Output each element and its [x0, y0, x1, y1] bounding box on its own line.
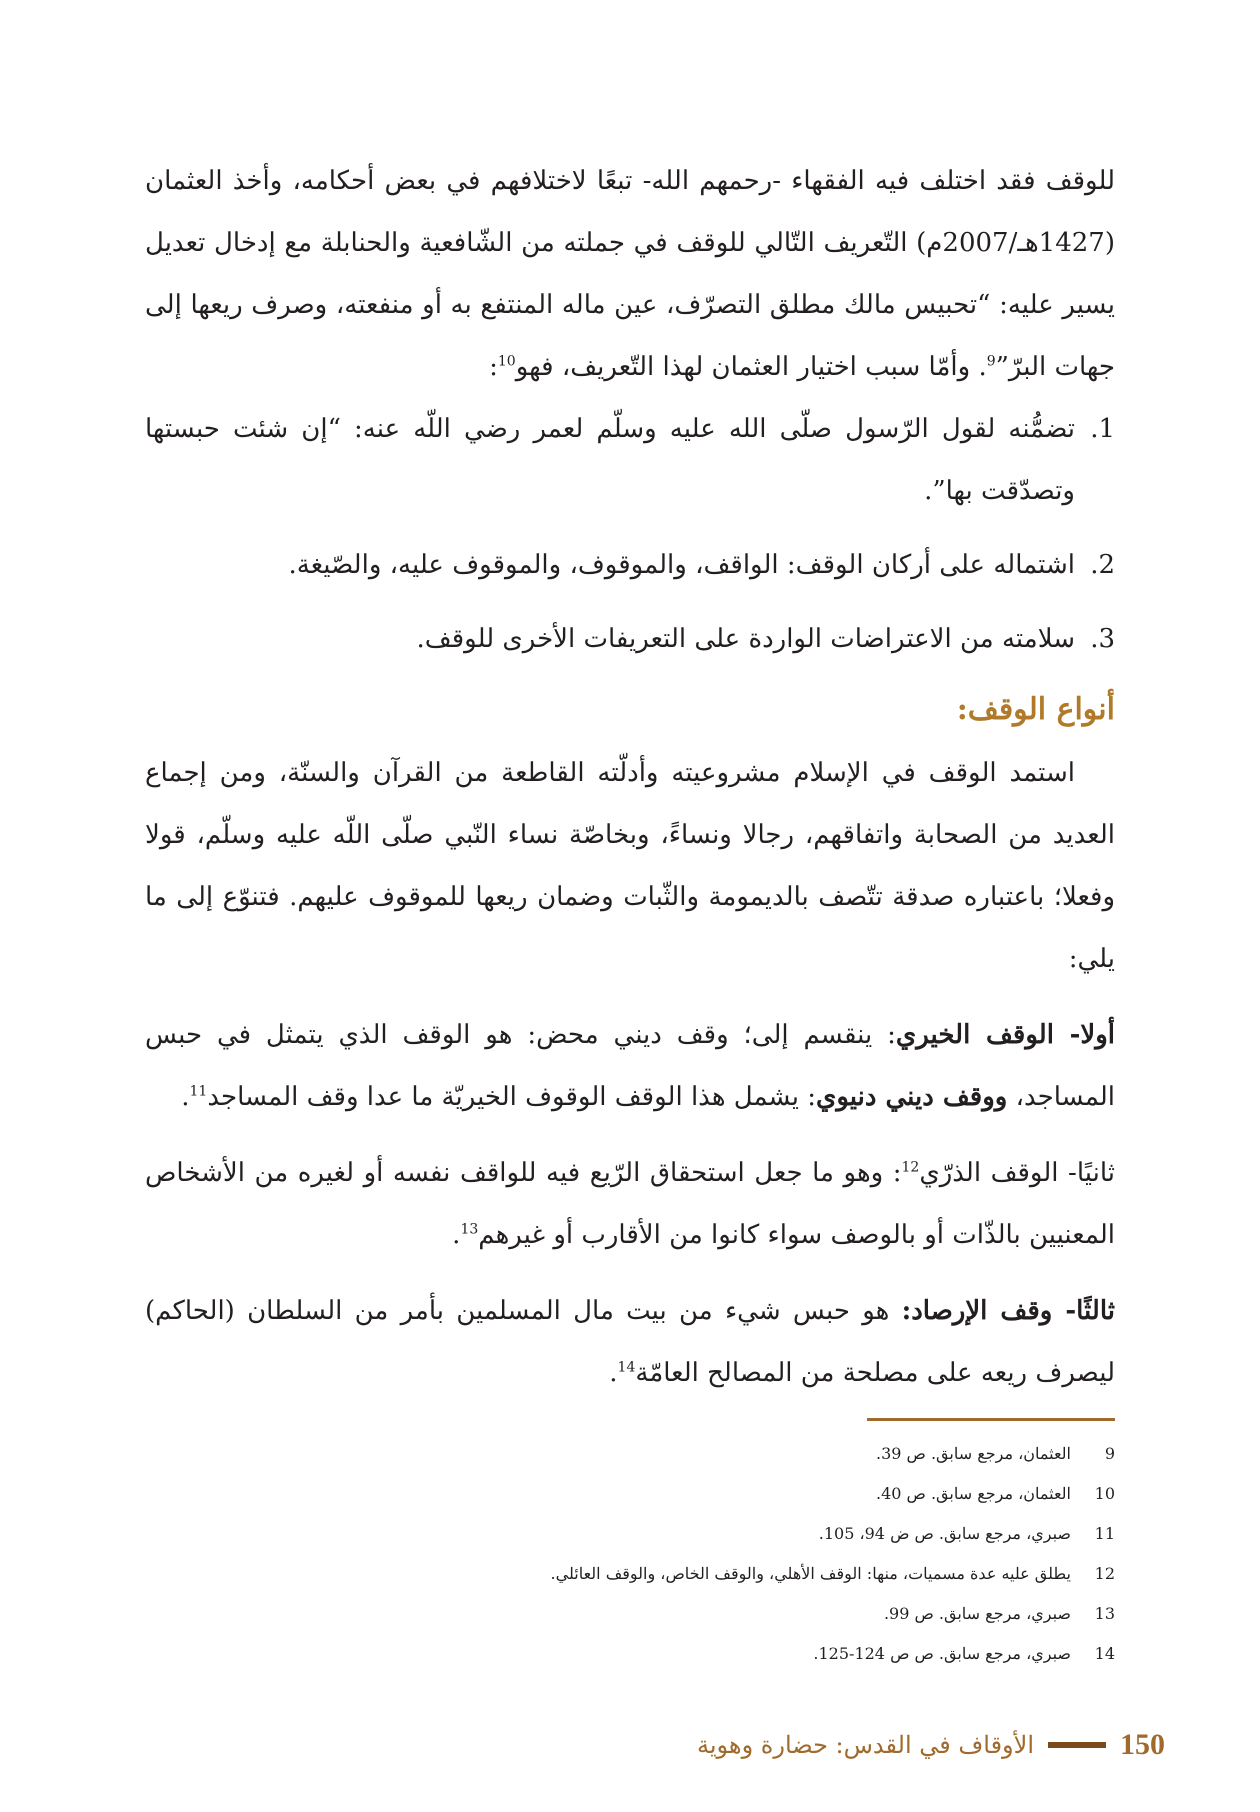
footnote-number: 13 [1094, 1604, 1115, 1623]
bold-term: أولا- الوقف الخيري [895, 1020, 1115, 1050]
paragraph-text: : يشمل هذا الوقف الوقوف الخيريّة ما عدا وقف المساجد [207, 1082, 816, 1112]
list-number: 2. [1090, 550, 1115, 580]
footnote-ref[interactable]: 10 [497, 353, 516, 370]
footnote-item [145, 1434, 1115, 1474]
paragraph-text: للوقف فقد اختلف فيه الفقهاء -رحمهم الله- تبعًا لاختلافهم في بعض أحكامه، وأخذ العثمان (1427هـ/2007م) التّعريف التّالي للوقف في جملته من الشّافعية والحنابلة مع إدخال تعديل يسير عليه: “تحبيس مالك مطلق التصرّف، عين ماله المنتفع به أو منفعته، وصرف ريعها إلى جهات البرّ” [145, 166, 1115, 382]
footnote-number: 10 [1094, 1484, 1115, 1503]
footnote-item [145, 1474, 1115, 1514]
footnote-text: يطلق عليه عدة مسميات، منها: الوقف الأهلي، والوقف الخاص، والوقف العائلي. [550, 1564, 1071, 1583]
paragraph-text: : ينقسم إلى؛ وقف ديني محض: هو الوقف الذي يتمثل في حبس المساجد، [145, 1020, 1115, 1112]
list-number: 3. [1090, 624, 1115, 654]
running-title: الأوقاف في القدس: حضارة وهوية [696, 1731, 1034, 1759]
page-body [145, 150, 1115, 1404]
footnote-number: 14 [1094, 1644, 1115, 1663]
footnote-number: 11 [1094, 1524, 1115, 1543]
footnote-divider [867, 1418, 1115, 1421]
footnote-text: العثمان، مرجع سابق. ص 39. [875, 1444, 1071, 1463]
list-item [145, 398, 1115, 522]
reasons-list [145, 398, 1115, 670]
paragraph-family-waqf [145, 1142, 1115, 1266]
list-number: 1. [1090, 414, 1115, 444]
paragraph-irsad-waqf [145, 1280, 1115, 1404]
paragraph-text: : وهو ما جعل استحقاق الرّيع فيه للواقف نفسه أو لغيره من الأشخاص المعنيين بالذّات أو بالوصف سواء كانوا من الأقارب أو غيرهم [145, 1158, 1115, 1250]
bold-term: ووقف ديني دنيوي [815, 1082, 1008, 1112]
footnote-ref[interactable]: 12 [901, 1159, 920, 1176]
list-item-text: تضمُّنه لقول الرّسول صلّى الله عليه وسلّم لعمر رضي اللّه عنه: “إن شئت حبستها وتصدّقت بها”. [145, 414, 1075, 506]
page-footer [697, 1720, 1165, 1770]
footnotes [145, 1434, 1115, 1674]
footnote-ref[interactable]: 9 [986, 353, 996, 370]
footnote-text: صبري، مرجع سابق. ص ض 94، 105. [818, 1524, 1071, 1543]
footnote-item [145, 1554, 1115, 1594]
footnote-ref[interactable]: 11 [189, 1083, 208, 1100]
footnote-ref[interactable]: 14 [617, 1359, 636, 1376]
footnote-text: العثمان، مرجع سابق. ص 40. [875, 1484, 1071, 1503]
paragraph-text: . [452, 1220, 461, 1250]
footer-divider-bar [1048, 1742, 1106, 1748]
paragraph-text: . وأمّا سبب اختيار العثمان لهذا التّعريف، فهو [515, 352, 987, 382]
footnote-text: صبري، مرجع سابق. ص 99. [883, 1604, 1071, 1623]
footnote-ref[interactable]: 13 [460, 1221, 479, 1238]
list-item-text: سلامته من الاعتراضات الواردة على التعريفات الأخرى للوقف. [416, 624, 1075, 654]
paragraph-text: هو حبس شيء من بيت مال المسلمين بأمر من السلطان (الحاكم) ليصرف ريعه على مصلحة من المصالح العامّة [145, 1296, 1115, 1388]
paragraph-text: . [609, 1358, 618, 1388]
paragraph-text: ثانيًا- الوقف الذرّي [919, 1158, 1115, 1188]
footnote-text: صبري، مرجع سابق. ص ص 124-125. [813, 1644, 1071, 1663]
list-item [145, 534, 1115, 596]
footnote-item [145, 1634, 1115, 1674]
paragraph-definition [145, 150, 1115, 398]
paragraph-charitable-waqf [145, 1004, 1115, 1128]
paragraph-types-intro: استمد الوقف في الإسلام مشروعيته وأدلّته القاطعة من القرآن والسنّة، ومن إجماع العديد من الصحابة واتفاقهم، رجالا ونساءً، وبخاصّة نساء النّبي صلّى اللّه عليه وسلّم، قولا وفعلا؛ باعتباره صدقة تتّصف بالديمومة والثّبات وضمان ريعها للموقوف عليهم. فتنوّع إلى ما يلي: [145, 758, 1115, 974]
footnote-item [145, 1514, 1115, 1554]
footnote-number: 12 [1094, 1564, 1115, 1583]
paragraph-text: : [489, 352, 498, 382]
footnote-item [145, 1594, 1115, 1634]
paragraph-text: . [181, 1082, 190, 1112]
bold-term: ثالثًا- وقف الإرصاد: [901, 1296, 1115, 1326]
list-item [145, 608, 1115, 670]
list-item-text: اشتماله على أركان الوقف: الواقف، والموقوف، والموقوف عليه، والصّيغة. [288, 550, 1075, 580]
section-heading: أنواع الوقف: [956, 692, 1115, 727]
footnote-number: 9 [1104, 1444, 1115, 1463]
page-number: 150 [1120, 1728, 1165, 1761]
